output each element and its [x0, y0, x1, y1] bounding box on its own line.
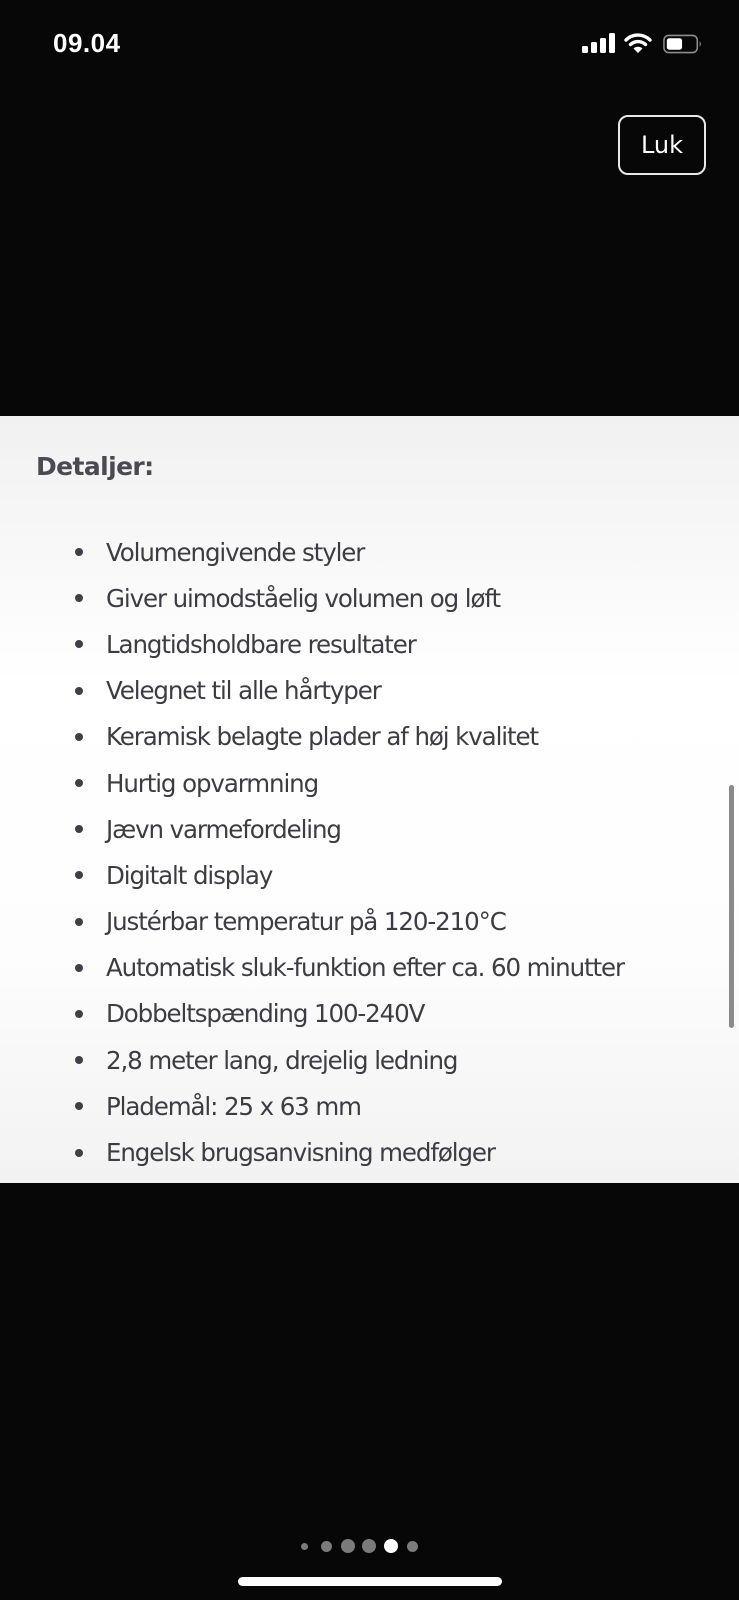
bullet-icon: [75, 871, 83, 879]
details-title: Detaljer:: [36, 452, 154, 481]
page-dot-1[interactable]: [301, 1543, 308, 1550]
list-item-text: Automatisk sluk-funktion efter ca. 60 minutter: [106, 953, 624, 983]
bullet-icon: [75, 687, 83, 695]
list-item-text: 2,8 meter lang, drejelig ledning: [106, 1045, 458, 1075]
cellular-signal-icon: [582, 33, 616, 53]
home-indicator[interactable]: [238, 1577, 502, 1586]
bullet-icon: [75, 1056, 83, 1064]
page-indicator[interactable]: [0, 1535, 739, 1559]
list-item-text: Volumengivende styler: [106, 537, 365, 567]
details-panel: [0, 416, 739, 1183]
list-item-text: Digitalt display: [106, 860, 273, 890]
bullet-icon: [75, 964, 83, 972]
vertical-scrollbar[interactable]: [729, 785, 734, 1028]
bullet-icon: [75, 1149, 83, 1157]
bullet-icon: [75, 825, 83, 833]
list-item-text: Jævn varmefordeling: [106, 814, 341, 844]
bullet-icon: [75, 640, 83, 648]
page-dot-3[interactable]: [341, 1539, 355, 1553]
list-item-text: Hurtig opvarmning: [106, 768, 319, 798]
page-dot-2[interactable]: [321, 1541, 332, 1552]
list-item-text: Dobbeltspænding 100-240V: [106, 999, 425, 1029]
bullet-icon: [75, 594, 83, 602]
page-dot-6[interactable]: [407, 1541, 418, 1552]
close-button[interactable]: Luk: [618, 115, 706, 175]
list-item-text: Velegnet til alle hårtyper: [106, 676, 381, 706]
bullet-icon: [75, 733, 83, 741]
status-bar: [0, 0, 739, 90]
bullet-icon: [75, 918, 83, 926]
battery-icon: [663, 34, 703, 54]
list-item-text: Keramisk belagte plader af høj kvalitet: [106, 722, 538, 752]
bullet-icon: [75, 548, 83, 556]
list-item-text: Engelsk brugsanvisning medfølger: [106, 1138, 495, 1168]
wifi-icon: [624, 31, 652, 55]
list-item-text: Pladеmål: 25 x 63 mm: [106, 1091, 361, 1121]
page-dot-4[interactable]: [362, 1539, 376, 1553]
list-item-text: Justérbar temperatur på 120-210°C: [106, 907, 506, 937]
status-time: 09.04: [53, 28, 121, 58]
bullet-icon: [75, 1102, 83, 1110]
list-item-text: Giver uimodståelig volumen og løft: [106, 583, 500, 613]
bullet-icon: [75, 1010, 83, 1018]
page-dot-5-active[interactable]: [384, 1539, 398, 1553]
bullet-icon: [75, 779, 83, 787]
list-item-text: Langtidsholdbare resultater: [106, 629, 416, 659]
